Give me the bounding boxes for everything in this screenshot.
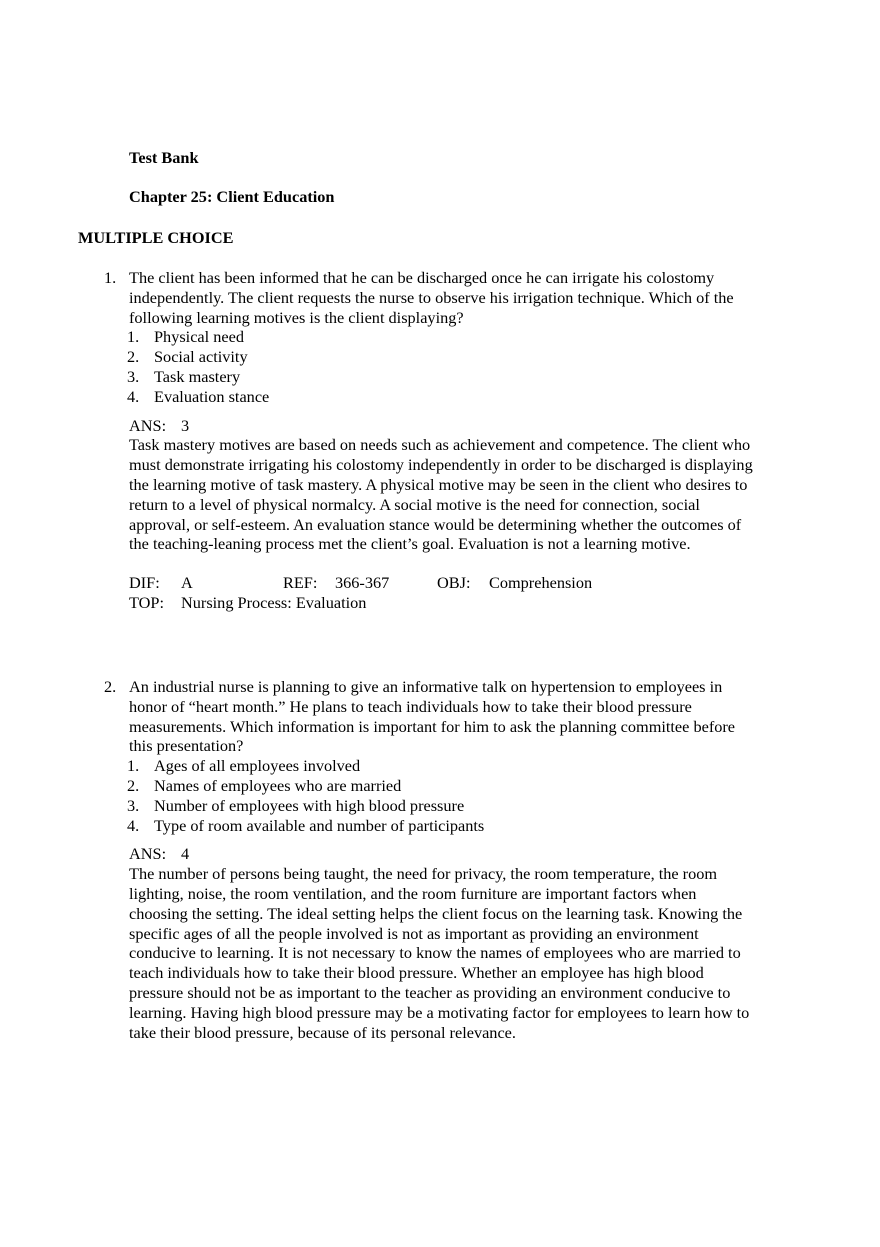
option-text: Social activity — [154, 347, 248, 367]
obj-value: Comprehension — [489, 573, 593, 593]
option-item — [129, 327, 759, 347]
option-item — [129, 367, 759, 387]
option-number: 1. — [127, 327, 140, 347]
question-number: 1. — [104, 268, 117, 287]
answer-label: ANS: — [129, 844, 167, 864]
question-metadata — [129, 573, 759, 613]
option-list — [129, 327, 759, 406]
option-text: Type of room available and number of participants — [154, 815, 485, 835]
option-number: 3. — [127, 795, 140, 815]
answer-rationale: Task mastery motives are based on needs such as achievement and competence. The client who must demonstrate irrigating his colostomy independently in order to be discharged is displaying the learning motive of task mastery. A physical motive may be seen in the client who desires to return to a level of physical normalcy. A social motive is the need for connection, social approval, or self-esteem. An evaluation stance would be determining whether the outcomes of the teaching-leaning process met the client’s goal. Evaluation is not a learning motive. — [129, 435, 753, 554]
option-text: Names of employees who are married — [154, 775, 402, 795]
option-number: 4. — [127, 386, 140, 406]
option-item — [129, 796, 759, 816]
option-text: Evaluation stance — [154, 386, 270, 406]
option-item — [129, 347, 759, 367]
answer-line — [129, 416, 759, 436]
option-text: Physical need — [154, 327, 244, 347]
question-stem: An industrial nurse is planning to give an informative talk on hypertension to employees in honor of “heart month.” He plans to teach individuals how to take their blood pressure measurements. Which information is important for him to ask the planning committee before this presentation? — [129, 677, 736, 756]
option-number: 1. — [127, 756, 140, 776]
option-list — [129, 756, 759, 835]
option-item — [129, 776, 759, 796]
ref-label: REF: — [283, 573, 318, 593]
top-value: Nursing Process: Evaluation — [181, 593, 367, 613]
answer-rationale: The number of persons being taught, the need for privacy, the room temperature, the room lighting, noise, the room ventilation, and the room furniture are important factors when choosing the setting. The ideal setting helps the client focus on the learning task. Knowing the specific ages of all the people involved is not as important as providing an environment conducive to learning. It is not necessary to know the names of employees who are married to teach individuals how to take their blood pressure. Whether an employee has high blood pressure should not be as important to the teacher as providing an environment conducive to learning. Having high blood pressure may be a motivating factor for employees to learn how to take their blood pressure, because of its personal relevance. — [129, 864, 750, 1042]
option-text: Ages of all employees involved — [154, 756, 361, 776]
obj-label: OBJ: — [437, 573, 471, 593]
answer-line — [129, 844, 759, 864]
question-body — [129, 268, 759, 613]
dif-label: DIF: — [129, 573, 160, 593]
section-title: MULTIPLE CHOICE — [78, 228, 234, 247]
chapter-title: Chapter 25: Client Education — [129, 187, 335, 206]
top-label: TOP: — [129, 593, 164, 613]
dif-value: A — [181, 573, 193, 593]
answer-label: ANS: — [129, 415, 167, 435]
question-number: 2. — [104, 677, 117, 696]
ref-value: 366-367 — [335, 573, 390, 593]
question-stem: The client has been informed that he can be discharged once he can irrigate his colostomy independently. The client requests the nurse to observe his irrigation technique. Which of the following learning motives is the client displaying? — [129, 268, 734, 327]
option-item — [129, 816, 759, 836]
test-bank-title: Test Bank — [129, 148, 199, 167]
option-number: 2. — [127, 775, 140, 795]
answer-value: 4 — [181, 844, 190, 864]
option-number: 2. — [127, 347, 140, 367]
option-item — [129, 756, 759, 776]
option-text: Task mastery — [154, 366, 241, 386]
question-body — [129, 677, 759, 1042]
option-item — [129, 387, 759, 407]
option-text: Number of employees with high blood pressure — [154, 795, 465, 815]
option-number: 3. — [127, 366, 140, 386]
answer-value: 3 — [181, 415, 190, 435]
option-number: 4. — [127, 815, 140, 835]
